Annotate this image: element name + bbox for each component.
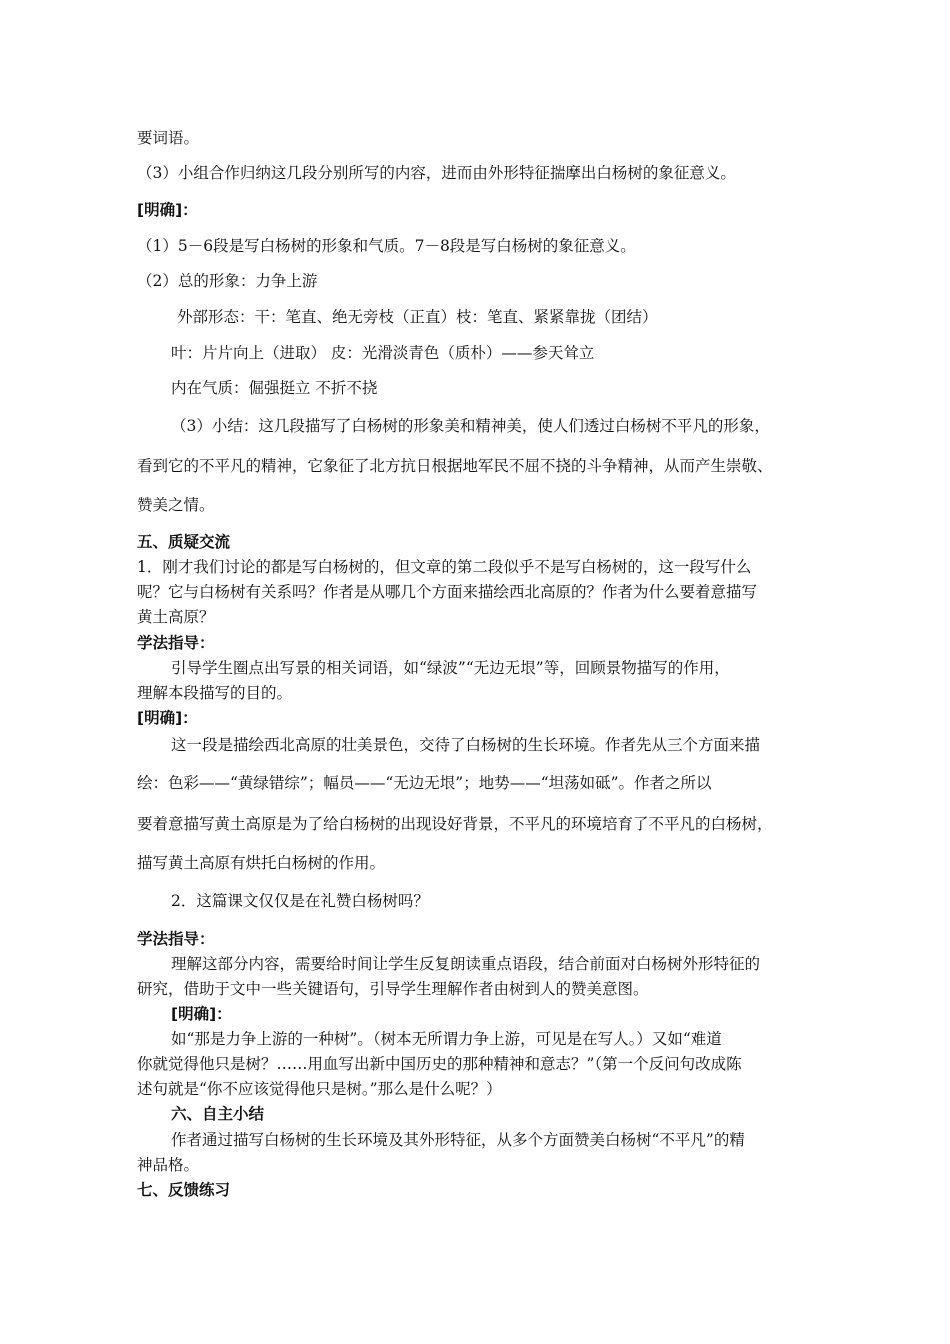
paragraph-line: 绘：色彩——“黄绿错综”；幅员——“无边无垠”；地势——“坦荡如砥”。作者之所以 <box>137 774 712 792</box>
section-label: [明确]： <box>137 201 198 219</box>
paragraph-line: 叶：片片向上（进取） 皮：光滑淡青色（质朴）——参天耸立 <box>171 344 595 362</box>
paragraph-line: 描写黄土高原有烘托白杨树的作用。 <box>137 854 386 872</box>
section-heading: 七、反馈练习 <box>137 1181 231 1199</box>
paragraph-line: （3）小组合作归纳这几段分别所写的内容，进而由外形特征揣摩出白杨树的象征意义。 <box>137 164 736 182</box>
paragraph-line: 呢？它与白杨树有关系吗？作者是从哪几个方面来描绘西北高原的？作者为什么要着意描写 <box>137 583 758 601</box>
paragraph-line: 你就觉得他只是树？……用血写出新中国历史的那种精神和意志？”（第一个反问句改成陈 <box>137 1055 742 1073</box>
section-label: 学法指导： <box>137 930 215 948</box>
paragraph-line: 黄土高原？ <box>137 608 215 626</box>
paragraph-line: 如“那是力争上游的一种树”。（树本无所谓力争上游，可见是在写人。）又如“难道 <box>171 1030 722 1048</box>
paragraph-line: 看到它的不平凡的精神，它象征了北方抗日根据地军民不屈不挠的斗争精神，从而产生崇敬、 <box>137 457 773 475</box>
paragraph-line: 理解这部分内容，需要给时间让学生反复朗读重点语段，结合前面对白杨树外形特征的 <box>171 955 761 973</box>
paragraph-line: 外部形态：干：笔直、绝无旁枝（正直）枝：笔直、紧紧靠拢（团结） <box>177 308 658 326</box>
section-label: [明确]： <box>171 1005 232 1023</box>
paragraph-line: 内在气质：倔强挺立 不折不挠 <box>171 379 378 397</box>
paragraph-line: 要词语。 <box>137 129 200 147</box>
paragraph-line: 理解本段描写的目的。 <box>137 684 293 702</box>
section-heading: 五、质疑交流 <box>137 533 231 551</box>
paragraph-line: 作者通过描写白杨树的生长环境及其外形特征，从多个方面赞美白杨树“不平凡”的精 <box>171 1131 745 1149</box>
paragraph-line: 述句就是“你不应该觉得他只是树。”那么是什么呢？） <box>137 1080 502 1098</box>
paragraph-line: 2．这篇课文仅仅是在礼赞白杨树吗？ <box>171 892 429 910</box>
paragraph-line: （3）小结：这几段描写了白杨树的形象美和精神美，使人们透过白杨树不平凡的形象， <box>171 417 770 435</box>
paragraph-line: 赞美之情。 <box>137 496 215 514</box>
paragraph-line: 研究，借助于文中一些关键语句，引导学生理解作者由树到人的赞美意图。 <box>137 980 649 998</box>
paragraph-line: （2）总的形象：力争上游 <box>137 272 318 290</box>
paragraph-line: 神品格。 <box>137 1156 200 1174</box>
paragraph-line: 要着意描写黄土高原是为了给白杨树的出现设好背景，不平凡的环境培育了不平凡的白杨树， <box>137 815 773 833</box>
paragraph-line: 1．刚才我们讨论的都是写白杨树的，但文章的第二段似乎不是写白杨树的，这一段写什么 <box>137 558 752 576</box>
paragraph-line: 引导学生圈点出写景的相关词语，如“绿波”“无边无垠”等，回顾景物描写的作用， <box>171 659 730 677</box>
paragraph-line: 这一段是描绘西北高原的壮美景色，交待了白杨树的生长环境。作者先从三个方面来描 <box>171 736 761 754</box>
section-heading: 六、自主小结 <box>171 1105 265 1123</box>
section-label: 学法指导： <box>137 634 215 652</box>
section-label: [明确]： <box>137 709 198 727</box>
paragraph-line: （1）5－6段是写白杨树的形象和气质。7－8段是写白杨树的象征意义。 <box>137 237 636 255</box>
